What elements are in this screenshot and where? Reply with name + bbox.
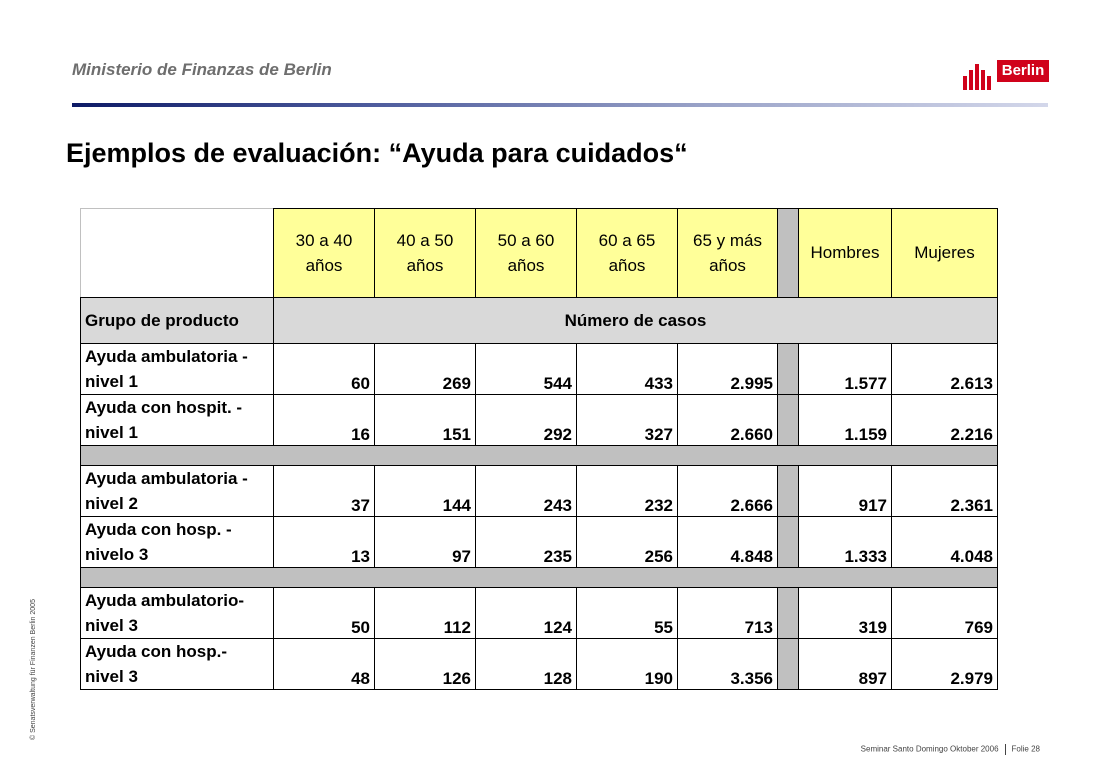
value-cell: 1.159 [799, 395, 892, 446]
value-cell: 2.995 [678, 344, 778, 395]
gap-column [778, 588, 799, 639]
value-cell: 544 [476, 344, 577, 395]
header-row [81, 209, 998, 298]
value-cell: 13 [274, 517, 375, 568]
subheader-row [81, 298, 998, 344]
header-rule [72, 103, 1048, 107]
gap-column [778, 209, 799, 298]
gap-column [778, 395, 799, 446]
table-row [81, 466, 998, 517]
gap-column [778, 517, 799, 568]
value-cell: 190 [577, 639, 678, 690]
row-label: Ayuda con hosp.- nivel 3 [81, 639, 274, 690]
value-cell: 292 [476, 395, 577, 446]
age-header: 65 y más años [678, 209, 778, 298]
gender-header: Hombres [799, 209, 892, 298]
value-cell: 2.979 [892, 639, 998, 690]
value-cell: 897 [799, 639, 892, 690]
age-header: 30 a 40 años [274, 209, 375, 298]
ministry-name: Ministerio de Finanzas de Berlin [72, 60, 332, 79]
count-label: Número de casos [274, 298, 998, 344]
gap-column [778, 344, 799, 395]
evaluation-table [80, 208, 998, 690]
table-row [81, 344, 998, 395]
value-cell: 1.333 [799, 517, 892, 568]
value-cell: 55 [577, 588, 678, 639]
table-row [81, 588, 998, 639]
value-cell: 232 [577, 466, 678, 517]
value-cell: 269 [375, 344, 476, 395]
value-cell: 48 [274, 639, 375, 690]
value-cell: 2.613 [892, 344, 998, 395]
value-cell: 235 [476, 517, 577, 568]
gender-header: Mujeres [892, 209, 998, 298]
logo-bars-icon [963, 64, 993, 90]
value-cell: 3.356 [678, 639, 778, 690]
age-header: 40 a 50 años [375, 209, 476, 298]
value-cell: 713 [678, 588, 778, 639]
value-cell: 128 [476, 639, 577, 690]
corner-cell [81, 209, 274, 298]
gap-column [778, 639, 799, 690]
separator-cell [81, 446, 998, 466]
value-cell: 256 [577, 517, 678, 568]
row-label: Ayuda con hospit. - nivel 1 [81, 395, 274, 446]
table-row [81, 395, 998, 446]
value-cell: 151 [375, 395, 476, 446]
row-label: Ayuda con hosp. - nivelo 3 [81, 517, 274, 568]
page-title: Ejemplos de evaluación: “Ayuda para cuidados“ [66, 138, 688, 168]
value-cell: 917 [799, 466, 892, 517]
value-cell: 112 [375, 588, 476, 639]
row-label: Ayuda ambulatoria - nivel 1 [81, 344, 274, 395]
value-cell: 769 [892, 588, 998, 639]
value-cell: 97 [375, 517, 476, 568]
page-number: Folie 28 [1011, 744, 1040, 754]
value-cell: 4.848 [678, 517, 778, 568]
value-cell: 60 [274, 344, 375, 395]
value-cell: 16 [274, 395, 375, 446]
value-cell: 319 [799, 588, 892, 639]
value-cell: 124 [476, 588, 577, 639]
value-cell: 327 [577, 395, 678, 446]
age-header: 60 a 65 años [577, 209, 678, 298]
row-label: Ayuda ambulatorio- nivel 3 [81, 588, 274, 639]
copyright-note: © Senatsverwaltung für Finanzen Berlin 2005 [30, 599, 37, 740]
value-cell: 37 [274, 466, 375, 517]
value-cell: 50 [274, 588, 375, 639]
value-cell: 2.660 [678, 395, 778, 446]
separator-row [81, 446, 998, 466]
row-label: Ayuda ambulatoria - nivel 2 [81, 466, 274, 517]
value-cell: 4.048 [892, 517, 998, 568]
logo-text: Berlin [997, 60, 1049, 82]
value-cell: 144 [375, 466, 476, 517]
berlin-logo [963, 60, 1049, 90]
value-cell: 2.666 [678, 466, 778, 517]
value-cell: 2.216 [892, 395, 998, 446]
value-cell: 126 [375, 639, 476, 690]
footer [861, 744, 1040, 755]
value-cell: 433 [577, 344, 678, 395]
table-row [81, 639, 998, 690]
group-label: Grupo de producto [81, 298, 274, 344]
value-cell: 1.577 [799, 344, 892, 395]
separator-row [81, 568, 998, 588]
value-cell: 2.361 [892, 466, 998, 517]
separator-cell [81, 568, 998, 588]
gap-column [778, 466, 799, 517]
footer-divider [1005, 744, 1006, 755]
table-row [81, 517, 998, 568]
event-name: Seminar Santo Domingo Oktober 2006 [860, 744, 999, 754]
value-cell: 243 [476, 466, 577, 517]
age-header: 50 a 60 años [476, 209, 577, 298]
